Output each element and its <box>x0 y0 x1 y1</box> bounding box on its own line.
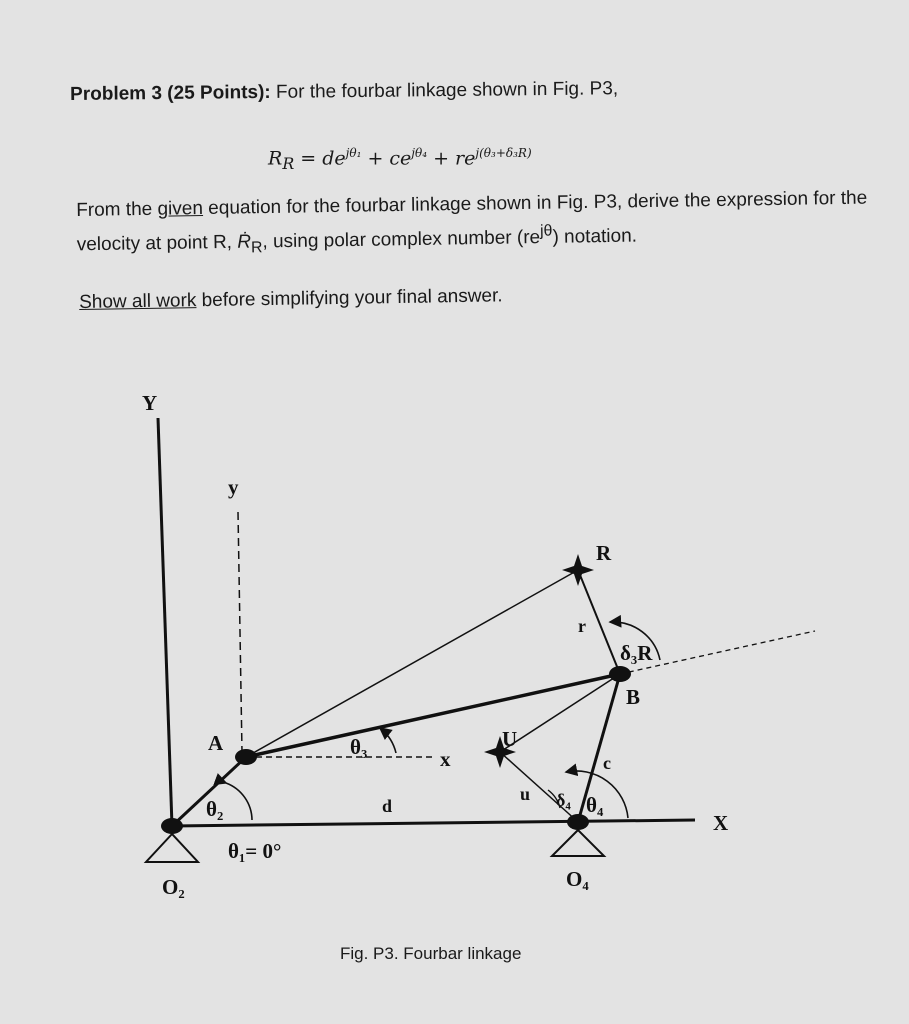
ground-o2 <box>146 834 198 862</box>
equation-lhs: R <box>268 147 283 170</box>
label-O2: O₂ <box>162 875 185 899</box>
y-axis <box>158 418 172 826</box>
label-u: u <box>520 784 531 804</box>
point-r-marker <box>562 554 594 586</box>
label-X: X <box>713 811 729 835</box>
label-U: U <box>502 727 518 751</box>
equation-term2: + ce <box>361 147 412 170</box>
label-delta4: δ₄ <box>556 790 571 810</box>
x-axis <box>172 820 695 826</box>
problem-intro: For the fourbar linkage shown in Fig. P3, <box>270 78 619 103</box>
label-delta3R: δ₃R <box>620 641 653 665</box>
instruction-rest: before simplifying your final answer. <box>196 285 503 312</box>
link-u-o4 <box>500 752 578 822</box>
problem-heading: Problem 3 (25 Points): <box>70 81 271 105</box>
equation-rhs: = de <box>294 147 346 170</box>
joint-b <box>609 666 631 682</box>
label-Y: Y <box>142 391 158 415</box>
figure-caption: Fig. P3. Fourbar linkage <box>340 944 522 963</box>
label-O4: O₄ <box>566 867 589 891</box>
label-theta2: θ₂ <box>206 797 224 821</box>
para-part3: , using polar complex number (re <box>262 227 541 253</box>
label-c: c <box>603 753 611 773</box>
coupler-a-r <box>246 570 578 757</box>
equation-term3-exp: j(θ₃+δ₃R) <box>475 146 532 160</box>
theta3-arc <box>380 728 396 753</box>
para-vel-sub: R <box>250 239 263 257</box>
local-y-axis <box>238 512 242 752</box>
label-theta3: θ₃ <box>350 735 368 759</box>
ground-o4 <box>552 830 604 856</box>
label-A: A <box>208 731 224 755</box>
label-theta1: θ₁= 0° <box>228 839 282 863</box>
label-x: x <box>440 747 451 771</box>
joint-o2 <box>161 818 183 834</box>
label-d: d <box>382 796 393 816</box>
equation-term3: + re <box>427 147 476 170</box>
joint-a <box>235 749 257 765</box>
equation-lhs-sub: R <box>282 154 295 174</box>
label-y: y <box>228 475 239 499</box>
label-R: R <box>596 541 612 565</box>
para-given: given <box>157 198 204 220</box>
para-part2: equation for the fourbar linkage shown in Fig. P3, derive the expression for the velocity at point R, <box>76 187 868 256</box>
label-r: r <box>578 616 586 636</box>
equation-term1-exp: jθ₁ <box>345 146 362 160</box>
para-part1: From the <box>76 198 158 221</box>
label-theta4: θ₄ <box>586 793 604 817</box>
link-3 <box>246 674 620 757</box>
instruction-underlined: Show all work <box>79 290 197 313</box>
para-part4: ) notation. <box>552 225 638 249</box>
theta2-arc <box>226 783 252 820</box>
para-vel-symbol: Ṙ <box>237 231 252 254</box>
para-part3-exp: jθ <box>539 222 553 241</box>
label-B: B <box>626 685 641 709</box>
equation-term2-exp: jθ₄ <box>411 146 428 160</box>
